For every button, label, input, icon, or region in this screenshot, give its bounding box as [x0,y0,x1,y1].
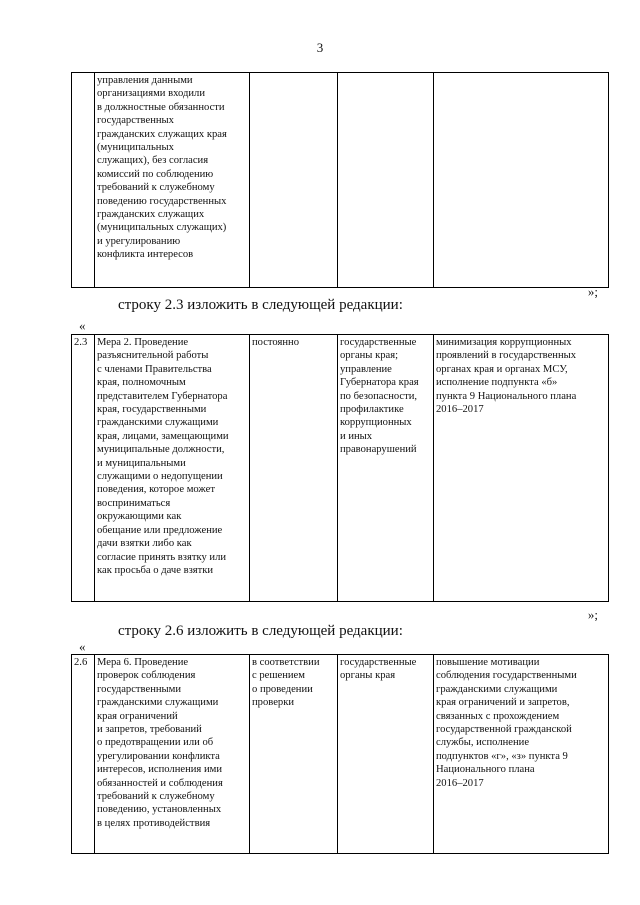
text-line: проявлений в государственных [436,350,577,362]
text-line: в должностные обязанности [97,101,225,113]
text-line: повышение мотивации [436,657,540,668]
cell-num [72,73,95,288]
text-line: края, полномочным [97,377,186,389]
text-line: минимизация коррупционных [436,337,572,348]
table-row [72,655,609,854]
text-line: правонарушений [340,444,417,456]
text-line: требований к служебному [97,791,215,803]
text-line: проверок соблюдения [97,670,196,682]
text-line: служащих), без согласия [97,155,209,167]
text-line: урегулировании конфликта [97,750,220,762]
cell-num [72,335,95,602]
text-line: государственные [340,657,417,668]
text-line: дачи взятки либо как [97,538,192,550]
instruction-text: строку 2.6 изложить в следующей редакции: [118,623,403,639]
text-line: (муниципальных служащих) [97,222,227,234]
text-line: требований к служебному [97,182,215,194]
text-line: с членами Правительства [97,363,212,375]
text-line: 2016–2017 [436,404,484,416]
cell-executors [338,73,434,288]
text-line: представителем Губернатора [97,390,228,402]
text-line: и иных [340,430,373,442]
text-line: гражданскими служащими [436,683,558,695]
text-line: управления данными [97,75,193,86]
text-line: проверки [252,697,295,709]
text-line: края ограничений [97,710,178,722]
table-row-2-3 [71,334,609,602]
text-line: гражданскими служащими [97,417,219,429]
text-line: поведения, которое может [97,484,215,496]
text-line: организациями входили [97,88,206,100]
text-line: муниципальные должности, [97,444,225,456]
text-line: поведению, установленных [97,804,222,816]
cell-term [250,655,338,854]
page-number: 3 [316,40,324,55]
text-line: поведению государственных [97,195,227,207]
table-row-2-6 [71,654,609,854]
text-line: в соответствии [252,657,320,668]
opening-quote: « [79,318,86,333]
cell-result [434,335,609,602]
text-line: постоянно [252,337,300,348]
row-number: 2.3 [74,337,88,348]
text-line: Мера 2. Проведение [97,337,189,348]
text-line: государственные [340,337,417,348]
text-line: с решением [252,670,305,682]
opening-quote: « [79,639,86,654]
cell-result [434,73,609,288]
text-line: государственных [97,115,174,127]
text-line: разъяснительной работы [97,350,209,362]
cell-measure [95,655,250,854]
cell-result [434,655,609,854]
text-line: (муниципальных [97,142,174,154]
text-line: служащими о недопущении [97,471,223,483]
closing-quote: »; [587,607,598,622]
text-line: конфликта интересов [97,249,194,261]
text-line: органы края [340,670,396,682]
text-line: подпунктов «г», «з» пункта 9 [436,750,568,762]
text-line: органах края и органах МСУ, [436,363,568,375]
text-line: государственной гражданской [436,724,572,736]
text-line: о проведении [252,683,313,695]
text-line: по безопасности, [340,390,418,402]
text-line: профилактике [340,404,404,416]
text-line: края, лицами, замещающими [97,430,229,442]
text-line: Губернатора края [340,377,419,389]
text-line: гражданскими служащими [97,697,219,709]
text-line: Мера 6. Проведение [97,657,189,668]
text-line: соблюдения государственными [436,670,577,682]
text-line: гражданских служащих края [97,128,227,140]
text-line: комиссий по соблюдению [97,168,214,180]
text-line: о предотвращении или об [97,737,214,749]
text-line: как просьба о даче взятки [97,564,214,576]
instruction-text: строку 2.3 изложить в следующей редакции: [118,297,403,313]
text-line: государственными [97,683,182,695]
row-number: 2.6 [74,657,88,668]
text-line: обязанностей и соблюдения [97,777,223,789]
text-line: и муниципальными [97,457,186,469]
text-line: службы, исполнение [436,737,530,749]
text-line: в целях противодействия [97,817,211,829]
cell-measure [95,335,250,602]
text-line: края ограничений и запретов, [436,697,570,709]
text-line: окружающими как [97,511,182,523]
text-line: согласие принять взятку или [97,551,227,563]
cell-term [250,73,338,288]
table-row [72,335,609,602]
text-line: коррупционных [340,417,412,429]
cell-executors [338,335,434,602]
text-line: интересов, исполнения ими [97,764,222,776]
text-line: и запретов, требований [97,724,202,736]
table-row [72,73,609,288]
cell-term [250,335,338,602]
cell-measure [95,73,250,288]
closing-quote: »; [587,284,598,299]
cell-num [72,655,95,854]
text-line: гражданских служащих [97,209,205,221]
text-line: связанных с прохождением [436,710,560,722]
text-line: Национального плана [436,764,535,776]
text-line: 2016–2017 [436,777,484,789]
cell-executors [338,655,434,854]
table-continued [71,72,609,288]
text-line: органы края; [340,350,399,362]
text-line: края, государственными [97,404,207,416]
text-line: восприниматься [97,497,171,509]
text-line: и урегулированию [97,235,181,247]
text-line: управление [340,363,392,375]
text-line: пункта 9 Национального плана [436,390,577,402]
text-line: исполнение подпункта «б» [436,377,558,389]
text-line: обещание или предложение [97,524,223,536]
